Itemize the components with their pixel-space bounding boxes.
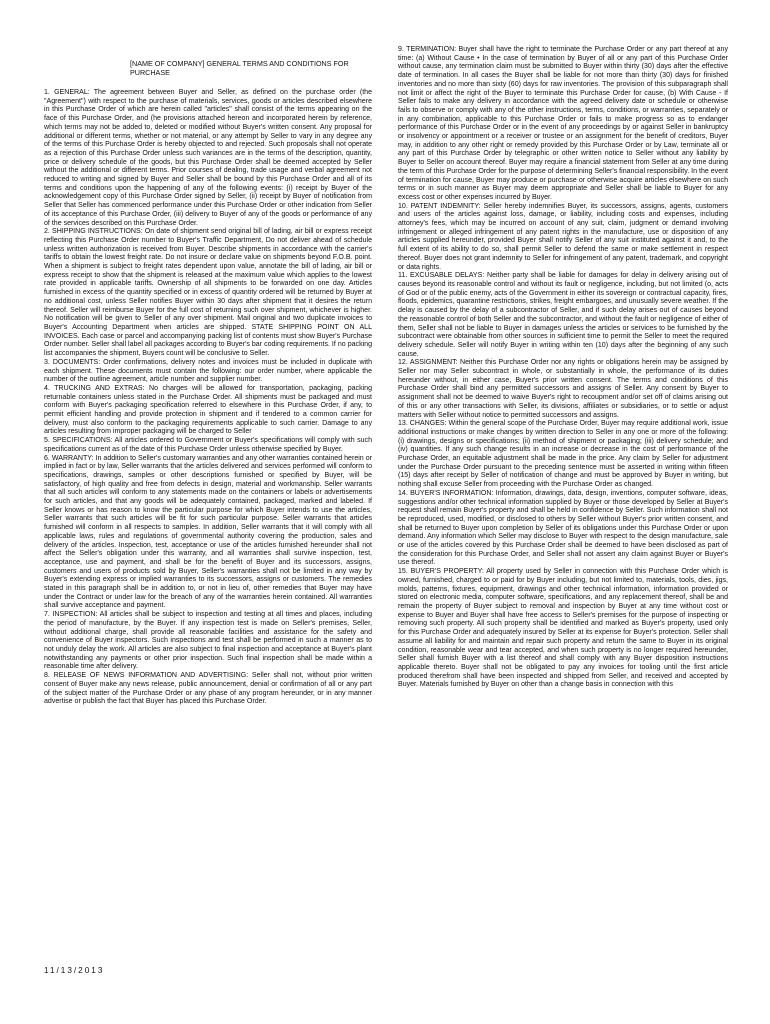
right-column [398, 46, 728, 690]
paragraph-shipping-instructions: 2. SHIPPING INSTRUCTIONS: On date of shipment send original bill of lading, air bill or express receipt reflecting this Purchase Order number to Buyer's Traffic Department, Do not deliver ahead of schedule unless written authorization is received from Buyer. Describe shipments in accordance with the carrier's tariffs to obtain the lowest freight rate. Do not insure or declare value on shipments beyond F.O.B. point. When a shipment is subject to freight rates dependent upon value, annotate the bill of lading, air bill or express receipt to show that the shipment is released at the maximum value which applies to the lowest rate provided in applicable tariffs. Ownership of all shipments to be forwarded on one day. Articles furnished in excess of the quantity specified or in excess of quantity ordered will be returned by Buyer at no additional cost, unless Seller notifies Buyer within 30 days after shipment that it desires the return thereof. Seller will reimburse Buyer for the full cost of returning such over shipment, whichever is higher. No notification will be given to Seller of any over shipment. Mail original and two duplicate invoices to Buyer's Accounting Department when articles are shipped. STATE SHIPPING POINT ON ALL INVOICES. Each case or parcel and accompanying packing list of contents must show Buyer's Purchase Order number. Seller shall label all packages according to Buyer's bar coding requirements. If no packing list accompanies the shipment, Buyers count will be conclusive to Seller. [44, 228, 372, 358]
paragraph-buyers-information: 14. BUYER'S INFORMATION: Information, drawings, data, design, inventions, computer software, ideas, suggestions and/or other technical information supplied by Buyer or those developed by Seller at Buyer's request shall remain Buyer's property and shall be held in confidence by Seller. Such information shall not be reproduced, used, modified, or disclosed to others by Seller without Buyer's prior written consent, and shall be returned to Buyer upon completion by Seller of its obligations under this Purchase Order or upon demand. Any information which Seller may disclose to Buyer with respect to the design manufacture, sale or use of the articles covered by this Purchase Order shall be deemed to have been disclosed as part of the consideration for this Purchase Order, and Seller shall not assert any claim against Buyer or Buyer's use thereof. [398, 489, 728, 567]
paragraph-inspection: 7. INSPECTION: All articles shall be subject to inspection and testing at all times and places, including the period of manufacture, by the Buyer. If any inspection test is made on Seller's premises, Seller, without additional charge, shall provide all reasonable facilities and assistance for the safety and convenience of Buyer inspectors. Such inspections and test shall be performed in such a manner as to not unduly delay the work. All articles are also subject to final inspection and acceptance at Buyer's plant notwithstanding any payments or other prior inspection. Such final inspection shall be made within a reasonable time after delivery. [44, 611, 372, 671]
paragraph-assignment: 12. ASSIGNMENT: Neither this Purchase Order nor any rights or obligations herein may be assigned by Seller nor may Seller subcontract in whole, or substantially in whole, the performance of its duties hereunder without, in either case, Buyer's prior written consent. The terms and conditions of this Purchase Order shall bind any permitted successors and assigns of Seller. Any consent by Buyer to assignment shall not be deemed to waive Buyer's right to recoupment and/or set off of claims arising out of this or any other transactions with Seller, its divisions, affiliates or subsidiaries, or to settle or adjust matters with Seller without notice to permitted successors and assigns. [398, 359, 728, 419]
paragraph-termination: 9. TERMINATION: Buyer shall have the right to terminate the Purchase Order or any part thereof at any time: (a) Without Cause • In the case of termination by Buyer of all or any part of this Purchase Order without cause, any termination claim must be submitted to Buyer within thirty (30) days after the effective date of termination. In all cases the Buyer shall be liable for not more than thirty (30) days for finished inventories and no more than sixty (60) days for raw inventories. The provision of this subparagraph shall not limit or affect the right of the Buyer to terminate this Purchase Order for cause, (b) With Cause - If Seller fails to make any delivery in accordance with the agreed delivery date or schedule or otherwise fails to observe or comply with any of the other instructions, terms, conditions, or warranties, separately or in any combination, applicable to this Purchase Order or fails to make progress so as to endanger performance of this Purchase Order or in the event of any proceedings by or against Seller in bankruptcy or insolvency or appointment or a receiver or trustee or an assignment for the benefit of creditors, Buyer may, in addition to any other right or remedy provided by this Purchase Order or by Law, terminate all or any part of this Purchase Order by telegraphic or other written notice to Seller without any liability by Buyer to Seller on account thereof. Buyer may require a financial statement from Seller at any time during the term of this Purchase Order for the purpose of determining Seller's financial responsibility. In the event of termination for cause, Buyer may produce or purchase or otherwise acquire articles elsewhere on such terms or in such manner as Buyer may deem appropriate and Seller shall be liable to Buyer for any excess cost or other expenses incurred by Buyer. [398, 46, 728, 201]
paragraph-buyers-property: 15. BUYER'S PROPERTY: All property used by Seller in connection with this Purchase Order which is owned, furnished, charged to or paid for by Buyer including, but not limited to, materials, tools, dies, jigs, molds, patterns, fixtures, equipment, drawings and other technical information, information provided or stored on electronic media, computer software, specifications, and any replacement thereof, shall be and remain the property of Buyer subject to removal and inspection by Buyer at any time without cost or expense to Buyer and Buyer shall have free access to Seller's premises for the purpose of inspecting or removing such property. All such property shall be identified and marked as Buyer's property, used only for this Purchase Order and adequately insured by Seller at its expense for Buyer's protection. Seller shall assume all liability for and maintain and repair such property and return the same to Buyer in its original condition, reasonable wear and tear accepted, and when such property is no longer required hereunder, Seller shall furnish Buyer with a list thereof and shall comply with any Buyer disposition instructions applicable thereto. Buyer shall not be obligated to pay any invoices for tooling until the first article produced therefrom shall have been inspected and shipped from Seller, and received and accepted by Buyer. Materials furnished by Buyer on other than a change basis in connection with this [398, 568, 728, 689]
paragraph-patent-indemnity: 10. PATENT INDEMNITY: Seller hereby indemnifies Buyer, its successors, assigns, agents, customers and users of the articles against loss, damage, or liability, including costs and expenses, including attorney's fees, which may be incurred on account of any suit, claim, judgment or demand involving infringement or alleged infringement of any patent rights in the manufacture, use or disposition of any articles supplied hereunder, provided Buyer shall notify Seller of any suit instituted against it and, to the full extent of its ability to do so, shall permit Seller to defend the same or make settlement in respect thereof. Buyer does not grant indemnity to Seller for infringement of any patent, trademark, and copyright or data rights. [398, 202, 728, 271]
paragraph-specifications: 5. SPECIFICATIONS: All articles ordered to Government or Buyer's specifications will comply with such specifications current as of the date of this Purchase Order unless otherwise specified by Buyer. [44, 437, 372, 453]
paragraph-excusable-delays: 11. EXCUSABLE DELAYS: Neither party shall be liable for damages for delay in delivery arising out of causes beyond its reasonable control and without its fault or negligence, including, but not limited (o, acts of God or of the public enemy, acts of the Government in either its sovereign or contractual capacity, fires, floods, epidemics, quarantine restrictions, strikes, freight embargoes, and unusually severe weather. If the delay is caused by the delay of a subcontractor of Seller, and if such delay arises out of causes beyond the reasonable control of both Seller and the subcontractor, and without the fault or negligence of either of them, Seller shall not be liable to Buyer in damages unless the articles or services to be furnished by the subcontract were obtainable from other sources in sufficient time to permit the Seller to meet the required delivery schedule. Seller will notify Buyer in writing within ten (10) days after the beginning of any such cause. [398, 272, 728, 358]
paragraph-changes: 13. CHANGES: Within the general scope of the Purchase Order, Buyer may require additional work, issue additional instructions or make changes by written direction to Seller in any one or more of the following: (i) drawings, designs or specifications; (ii) method of shipment or packaging; (iii) delivery schedule; and (iv) quantities. If any such change results in an increase or decrease in the cost of performance of the Purchase Order, an equitable adjustment shall be made in the price. Any claim by Seller for adjustment under the Purchase Order pursuant to the preceding sentence must be asserted in writing within fifteen (15) days after receipt by Seller of notification of change and must be approved by Buyer in writing, but nothing shall excuse Seller from proceeding with the Purchase Order as changed. [398, 420, 728, 489]
paragraph-documents: 3. DOCUMENTS: Order confirmations, delivery notes and invoices must be included in duplicate with each shipment. These documents must contain the following: our order number, where applicable the number of the outline agreement, article number and supplier number. [44, 358, 372, 384]
document-title: [NAME OF COMPANY] GENERAL TERMS AND CONDITIONS FOR PURCHASE [130, 59, 349, 77]
left-column [44, 46, 372, 707]
paragraph-warranty: 6. WARRANTY: In addition to Seller's customary warranties and any other warranties contained herein or implied in fact or by law, Seller warrants that the articles delivered and services performed will conform to specifications, drawings, samples or other descriptions furnished or specified by Buyer, will be satisfactory, of high quality and free from defects in design, material and workmanship. Seller warrants that all such articles will conform to any statements made on the containers or labels or advertisements for such articles, and that any goods will be adequately contained, packaged, marked and labeled. If Seller knows or has reason to know the particular purpose for which Buyer intends to use the articles, Seller warrants that such articles will be fit for such particular purpose. Seller warrants that articles furnished will conform in all respects to samples. In addition, Seller warrants that it will comply with all applicable laws, rules and regulations of governmental authority covering the production, sales and delivery of the articles. Inspection, test, acceptance or use of the articles furnished hereunder shall not affect the Seller's obligation under this warranty, and all warranties shall survive inspection, test, acceptance, use and payment, and shall be for the benefit of Buyer and its successors, assigns, customers and users of products sold by Buyer, Seller's warranties shall not be limited in any way by Buyer's extending express or implied warranties to its successors, assigns or customers. The remedies stated in this paragraph shall be in addition to, or not in lieu of, other remedies that Buyer may have under the Contract or under law for the breach of any of the warranties herein contained. All warranties shall survive acceptance and payment. [44, 454, 372, 610]
paragraph-release-news: 8. RELEASE OF NEWS INFORMATION AND ADVERTISING: Seller shall not, without prior written consent of Buyer make any news release, public announcement, denial or confirmation of all or any part of the subject matter of the Purchase Order or any phase of any program hereunder, or in any manner advertise or publish the fact that Buyer has placed this Purchase Order. [44, 672, 372, 706]
paragraph-trucking-extras: 4. TRUCKING AND EXTRAS: No charges will be allowed for transportation, packaging, packing returnable containers unless stated in the Purchase Order. All shipments must be packaged and must conform with Buyer's packaging specification referred to elsewhere in this Purchase Order, if any, to permit efficient handling and provide protection in shipment and if tendered to a common carrier for delivery, must also conform to the packaging requirements applicable to such carrier. Damage to any articles resulting from improper packaging will be charged to Seller [44, 384, 372, 436]
footer-date: 11/13/2013 [44, 966, 105, 975]
paragraph-general: 1. GENERAL: The agreement between Buyer and Seller, as defined on the purchase order (the "Agreement") with respect to the purchase of materials, services, goods or articles described elsewhere in this Purchase Order of which are herein called "articles" shall consist of the terms appearing on the face of this Purchase Order, and (he provisions attached hereon and incorporated herein by reference, which terms may not be added to, deleted or modified without Buyer's written consent. Any proposal for additional or different terms, whether or not material, or any attempt by Seller to vary in any degree any of the terms of this Purchase Order is hereby objected to and rejected. Such proposals shall not operate as a rejection of this Purchase Order unless such variances are in the terms of the description, quantity, price or delivery schedule of the goods, but this Purchase Order shall be deemed accepted by Seller without the additional or different terms. Prior courses of dealing, trade usage and verbal agreement not reduced to writing and signed by Buyer and Seller shall be bound by this Purchase Order and all of its terms and conditions upon the happening of any of the following events: (i) receipt by Buyer of the acknowledgement copy of this Purchase Order signed by Seller, (ii) receipt by Buyer of notification from Seller that Seller has commenced performance under this Purchase Order or other indication from Seller of its acceptance of this Purchase Order, (iii) delivery to Buyer of any of the goods or performance of any of the services described on this Purchase Order. [44, 89, 372, 227]
